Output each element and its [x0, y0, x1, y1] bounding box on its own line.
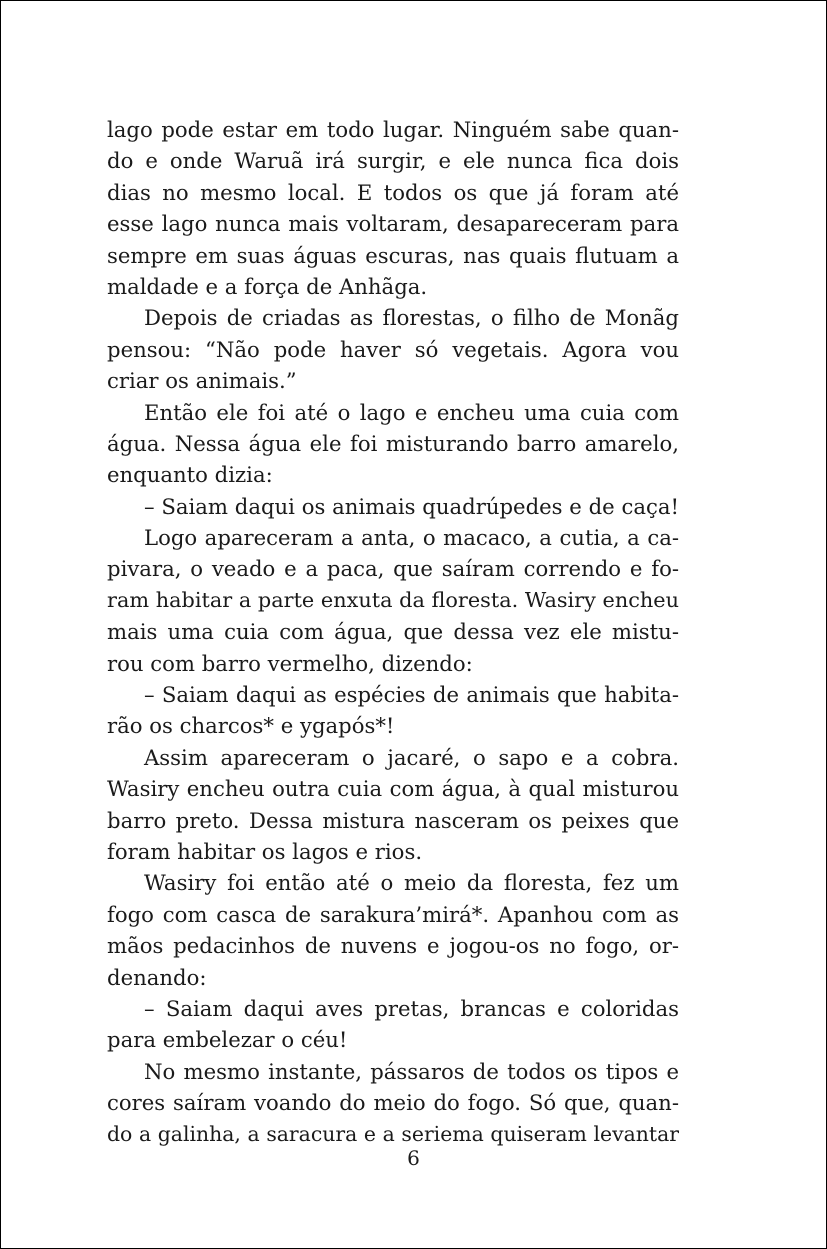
text-line: foram habitar os lagos e rios.	[107, 838, 423, 864]
text-line: ram habitar a parte enxuta da floresta. Wasiry encheu	[107, 587, 679, 612]
text-line: Assim apareceram o jacaré, o sapo e a cobra.	[144, 744, 679, 770]
text-line: rou com barro vermelho, dizendo:	[107, 650, 473, 676]
text-line: criar os animais.”	[107, 368, 297, 394]
text-line: – Saiam daqui os animais quadrúpedes e de caça!	[144, 493, 679, 519]
text-line: água. Nessa água ele foi misturando barro amarelo,	[107, 430, 679, 456]
text-line: esse lago nunca mais voltaram, desapareceram para	[107, 211, 679, 237]
text-line: – Saiam daqui as espécies de animais que habita-	[144, 682, 679, 708]
text-line: Wasiry encheu outra cuia com água, à qual misturou	[107, 776, 679, 802]
text-line: cores saíram voando do meio do fogo. Só que, quan-	[107, 1090, 679, 1116]
text-line: pivara, o veado e a paca, que saíram correndo e fo-	[107, 556, 679, 582]
text-line: sempre em suas águas escuras, nas quais flutuam a	[107, 242, 679, 268]
body-text	[107, 114, 679, 1150]
text-line: pensou: “Não pode haver só vegetais. Agora vou	[107, 336, 679, 362]
text-line: do a galinha, a saracura e a seriema quiseram levantar	[107, 1121, 679, 1146]
text-line: mãos pedacinhos de nuvens e jogou-os no fogo, or-	[107, 933, 679, 959]
text-line: Wasiry foi então até o meio da floresta, fez um	[144, 870, 679, 896]
text-line: No mesmo instante, pássaros de todos os tipos e	[144, 1058, 679, 1084]
text-line: barro preto. Dessa mistura nasceram os peixes que	[107, 807, 679, 833]
text-line: Depois de criadas as florestas, o filho de Monãg	[144, 305, 679, 331]
text-line: maldade e a força de Anhãga.	[107, 273, 428, 299]
page-number: 6	[407, 1146, 420, 1170]
text-line: Então ele foi até o lago e encheu uma cuia com	[144, 399, 679, 425]
text-line: Logo apareceram a anta, o macaco, a cutia, a ca-	[144, 525, 679, 551]
text-line: fogo com casca de sarakura’mirá*. Apanhou com as	[107, 901, 679, 927]
text-line: enquanto dizia:	[107, 462, 273, 488]
text-line: denando:	[107, 964, 207, 990]
text-line: dias no mesmo local. E todos os que já foram até	[107, 179, 679, 205]
text-line: mais uma cuia com água, que dessa vez ele mistu-	[107, 619, 679, 645]
text-line: do e onde Waruã irá surgir, e ele nunca fica dois	[107, 148, 679, 174]
text-line: para embelezar o céu!	[107, 1027, 348, 1053]
text-line: rão os charcos* e ygapós*!	[107, 713, 395, 739]
text-line: – Saiam daqui aves pretas, brancas e coloridas	[144, 995, 679, 1021]
text-line: lago pode estar em todo lugar. Ninguém sabe quan-	[107, 117, 679, 142]
